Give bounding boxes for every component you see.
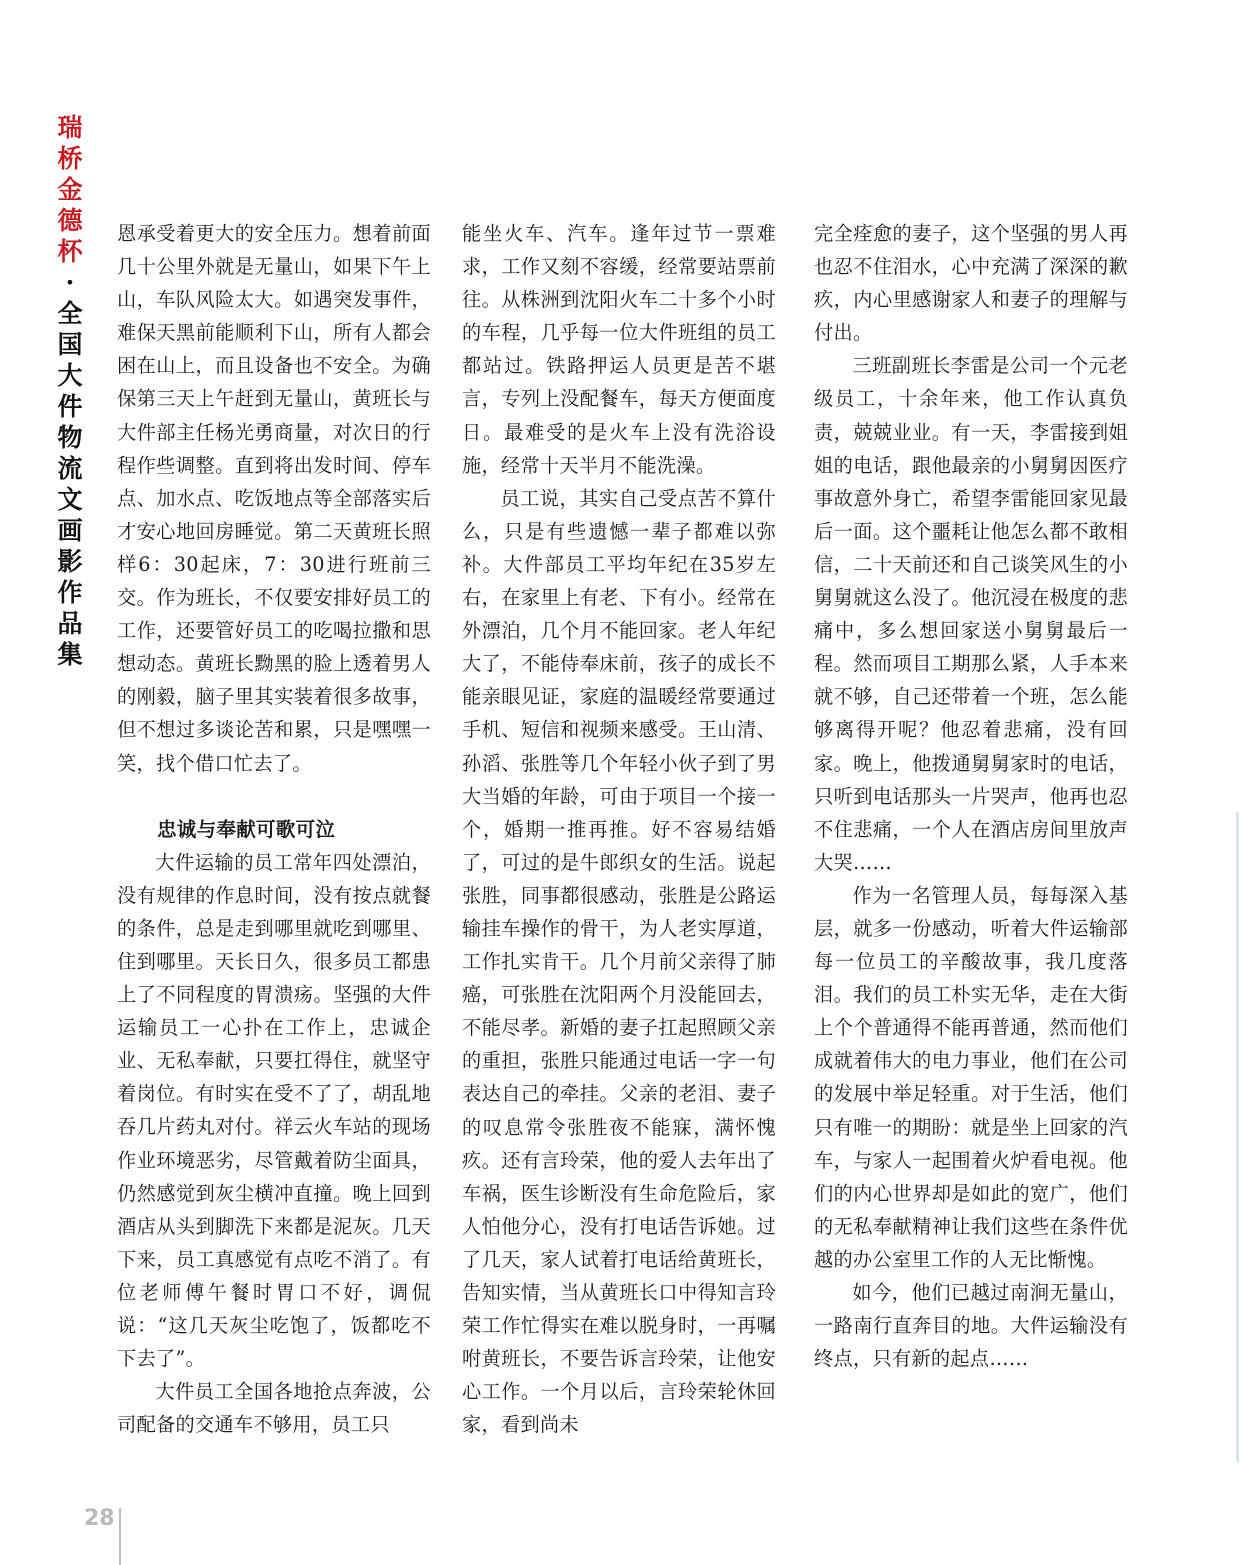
- title-char: 物: [57, 423, 83, 452]
- paragraph: 作为一名管理人员，每每深入基层，就多一份感动，听着大件运输部每一位员工的辛酸故事，我几度落泪。我们的员工朴实无华，走在大街上个个普通得不能再普通，然而他们成就着伟大的电力事业，他们在公司的发展中举足轻重。对于生活，他们只有唯一的期盼：就是坐上回家的汽车，与家人一起围着火炉看电视。他们的内心世界却是如此的宽广，他们的无私奉献精神让我们这些在条件优越的办公室里工作的人无比惭愧。: [814, 883, 1128, 1271]
- page-number-divider: [119, 1508, 121, 1565]
- paragraph: 如今，他们已越过南涧无量山，一路南行直奔目的地。大件运输没有终点，只有新的起点……: [814, 1281, 1128, 1371]
- title-char: 集: [57, 640, 83, 669]
- section-heading: 忠诚与奉献可歌可泣: [157, 817, 336, 841]
- title-char: 流: [57, 454, 83, 483]
- title-char: 桥: [57, 144, 83, 173]
- title-char: 大: [57, 361, 83, 390]
- text-column-2: [462, 217, 776, 1441]
- series-title-vertical: [50, 112, 90, 670]
- title-char: 全: [57, 299, 83, 328]
- text-column-3: [814, 217, 1128, 1375]
- title-char: 影: [57, 547, 83, 576]
- title-char: 品: [57, 609, 83, 638]
- title-char: 瑞: [57, 113, 83, 142]
- paragraph: 大件员工全国各地抢点奔波，公司配备的交通车不够用，员工只: [117, 1380, 431, 1437]
- paragraph: 恩承受着更大的安全压力。想着前面几十公里外就是无量山，如果下午上山，车队风险太大。如遇突发事件，难保天黑前能顺利下山，所有人都会困在山上，而且设备也不安全。为确保第三天上午赶到无量山，黄班长与大件部主任杨光勇商量，对次日的行程作些调整。直到将出发时间、停车点、加水点、吃饭地点等全部落实后才安心地回房睡觉。第二天黄班长照样6：30起床，7：30进行班前三交。作为班长，不仅要安排好员工的工作，还要管好员工的吃喝拉撒和思想动态。黄班长黝黑的脸上透着男人的刚毅，脑子里其实装着很多故事，但不想过多谈论苦和累，只是嘿嘿一笑，找个借口忙去了。: [117, 222, 431, 775]
- title-char: 德: [57, 206, 83, 235]
- page-number: 28: [84, 1506, 115, 1531]
- paragraph: 完全痊愈的妻子，这个坚强的男人再也忍不住泪水，心中充满了深深的歉疚，内心里感谢家人和妻子的理解与付出。: [814, 222, 1128, 345]
- title-char: 作: [57, 578, 83, 607]
- title-char: 件: [57, 392, 83, 421]
- page-edge-divider: [1236, 812, 1239, 1462]
- title-char: 画: [57, 516, 83, 545]
- title-char: 杯: [57, 237, 83, 266]
- title-char: 国: [57, 330, 83, 359]
- title-dot: ·: [65, 268, 75, 297]
- title-char: 文: [57, 485, 83, 514]
- title-char: 金: [57, 175, 83, 204]
- paragraph: 三班副班长李雷是公司一个元老级员工，十余年来，他工作认真负责，兢兢业业。有一天，李雷接到姐姐的电话，跟他最亲的小舅舅因医疗事故意外身亡，希望李雷能回家见最后一面。这个噩耗让他怎么都不敢相信，二十天前还和自己谈笑风生的小舅舅就这么没了。他沉浸在极度的悲痛中，多么想回家送小舅舅最后一程。然而项目工期那么紧，人手本来就不够，自己还带着一个班，怎么能够离得开呢？他忍着悲痛，没有回家。晚上，他拨通舅舅家时的电话，只听到电话那头一片哭声，他再也忍不住悲痛，一个人在酒店房间里放声大哭……: [814, 354, 1128, 874]
- text-column-1: [117, 217, 431, 1441]
- paragraph: 能坐火车、汽车。逢年过节一票难求，工作又刻不容缓，经常要站票前往。从株洲到沈阳火车二十多个小时的车程，几乎每一位大件班组的员工都站过。铁路押运人员更是苦不堪言，专列上没配餐车，每天方便面度日。最难受的是火车上没有洗浴设施，经常十天半月不能洗澡。: [462, 222, 776, 477]
- paragraph: 员工说，其实自己受点苦不算什么，只是有些遗憾一辈子都难以弥补。大件部员工平均年纪在35岁左右，在家里上有老、下有小。经常在外漂泊，几个月不能回家。老人年纪大了，不能侍奉床前，孩子的成长不能亲眼见证，家庭的温暖经常要通过手机、短信和视频来感受。王山清、孙滔、张胜等几个年轻小伙子到了男大当婚的年龄，可由于项目一个接一个，婚期一推再推。好不容易结婚了，可过的是牛郎织女的生活。说起张胜，同事都很感动，张胜是公路运输挂车操作的骨干，为人老实厚道，工作扎实肯干。几个月前父亲得了肺癌，可张胜在沈阳两个月没能回去，不能尽孝。新婚的妻子扛起照顾父亲的重担，张胜只能通过电话一字一句表达自己的牵挂。父亲的老泪、妻子的叹息常令张胜夜不能寐，满怀愧疚。还有言玲荣，他的爱人去年出了车祸，医生诊断没有生命危险后，家人怕他分心，没有打电话告诉她。过了几天，家人试着打电话给黄班长，告知实情，当从黄班长口中得知言玲荣工作忙得实在难以脱身时，一再嘱咐黄班长，不要告诉言玲荣，让他安心工作。一个月以后，言玲荣轮休回家，看到尚未: [462, 486, 776, 1437]
- paragraph: 大件运输的员工常年四处漂泊，没有规律的作息时间，没有按点就餐的条件，总是走到哪里就吃到哪里、住到哪里。天长日久，很多员工都患上了不同程度的胃溃疡。坚强的大件运输员工一心扑在工作上，忠诚企业、无私奉献，只要扛得住，就坚守着岗位。有时实在受不了了，胡乱地吞几片药丸对付。祥云火车站的现场作业环境恶劣，尽管戴着防尘面具，仍然感觉到灰尘横冲直撞。晚上回到酒店从头到脚洗下来都是泥灰。几天下来，员工真感觉有点吃不消了。有位老师傅午餐时胃口不好，调侃说：“这几天灰尘吃饱了，饭都吃不下去了”。: [117, 850, 431, 1371]
